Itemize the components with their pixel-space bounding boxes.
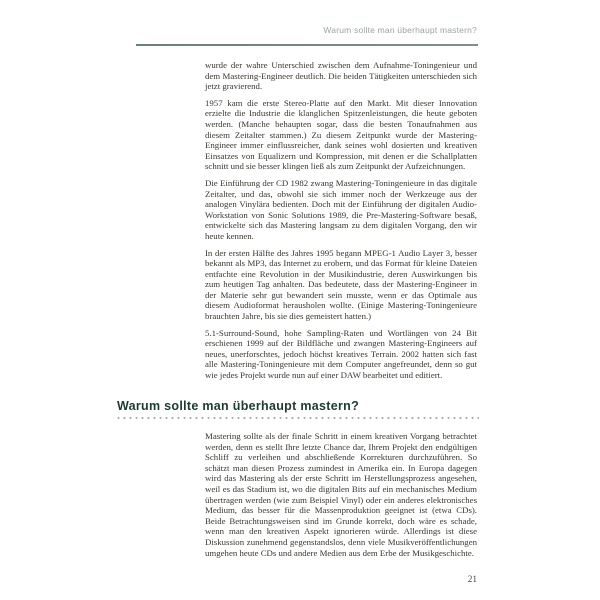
header-rule	[136, 44, 478, 46]
body-paragraph: 1957 kam die erste Stereo-Platte auf den Markt. Mit dieser Innovation erzielte die Industrie die klanglichen Spitzenleistungen, die heute geboten werden. (Manche behaupten sogar, dass die besten Tonaufnahmen aus diesem Zeitalter stammen.) Zu diesem Zeitpunkt wurde der Mastering-Engineer immer einflussreicher, dank seines wohl dosierten und kreativen Einsatzes von Equalizern und Kompression, mit denen er die Schallplatten schnitt und sie besser klingen ließ als zum Zeitpunkt der Aufzeichnungen.	[205, 97, 477, 172]
section-heading: Warum sollte man überhaupt mastern?	[117, 399, 360, 413]
body-paragraph: Mastering sollte als der finale Schritt in einem kreativen Vorgang betrachtet werden, denn es stellt Ihre letzte Chance dar, Ihrem Projekt den endgültigen Schliff zu verleihen und abschließende Korrekturen durchzuführen. So schätzt man diesen Prozess zumindest in Amerika ein. In Europa dagegen wird das Mastering als der erste Schritt im Herstellungsprozess angesehen, weil es das Stadium ist, wo die digitalen Bits auf ein mechanisches Medium übertragen werden (wie zum Beispiel Vinyl) oder ein anderes elektronisches Medium, das besser für die Massenproduktion geeignet ist (etwa CDs). Beide Betrachtungsweisen sind im Grunde korrekt, doch wäre es schade, wenn man den kreativen Aspekt ignorieren würde. Allerdings ist diese Diskussion zunehmend gegenstandslos, denn viele Musikveröffentlichungen umgehen heute CDs und andere Medien aus dem Erbe der Musikgeschichte.	[205, 431, 477, 558]
body-text-bottom	[205, 431, 477, 564]
body-paragraph: In der ersten Hälfte des Jahres 1995 begann MPEG-1 Audio Layer 3, besser bekannt als MP3, das Internet zu erobern, und das Format für kleine Dateien entfachte eine Revolution in der Musikindustrie, deren Auswirkungen bis zum heutigen Tag anhalten. Das bedeutete, dass der Mastering-Engineer in der Materie sehr gut bewandert sein musste, wenn er das Optimale aus diesem Audioformat herausholen wollte. (Einige Mastering-Toningenieure brauchten Jahre, bis sie dies gemeistert hatten.)	[205, 247, 477, 322]
body-text-top	[205, 60, 477, 387]
body-paragraph: Die Einführung der CD 1982 zwang Mastering-Toningenieure in das digitale Zeitalter, und das, obwohl sie sich immer noch der Werkzeuge aus der analogen Vinylära bedienten. Doch mit der Einführung der digitalen Audio-Workstation von Sonic Solutions 1989, die Pre-Mastering-Software besaß, entwickelte sich das Mastering langsam zu dem digitalen Vorgang, den wir heute kennen.	[205, 177, 477, 241]
body-paragraph: wurde der wahre Unterschied zwischen dem Aufnahme-Toningenieur und dem Mastering-Engineer deutlich. Die beiden Tätigkeiten unterschieden sich jetzt gravierend.	[205, 60, 477, 92]
heading-dotted-rule	[117, 416, 479, 420]
page-number: 21	[467, 575, 477, 585]
body-paragraph: 5.1-Surround-Sound, hohe Sampling-Raten und Wortlängen von 24 Bit erschienen 1999 auf der Bildfläche und zwangen Mastering-Engineers auf neues, unerforschtes, jedoch höchst kreatives Terrain. 2002 hatten sich fast alle Mastering-Toningenieure mit dem Computer angefreundet, denn so gut wie jedes Projekt wurde nun auf einer DAW bearbeitet und editiert.	[205, 327, 477, 381]
running-head: Warum sollte man überhaupt mastern?	[323, 25, 477, 35]
